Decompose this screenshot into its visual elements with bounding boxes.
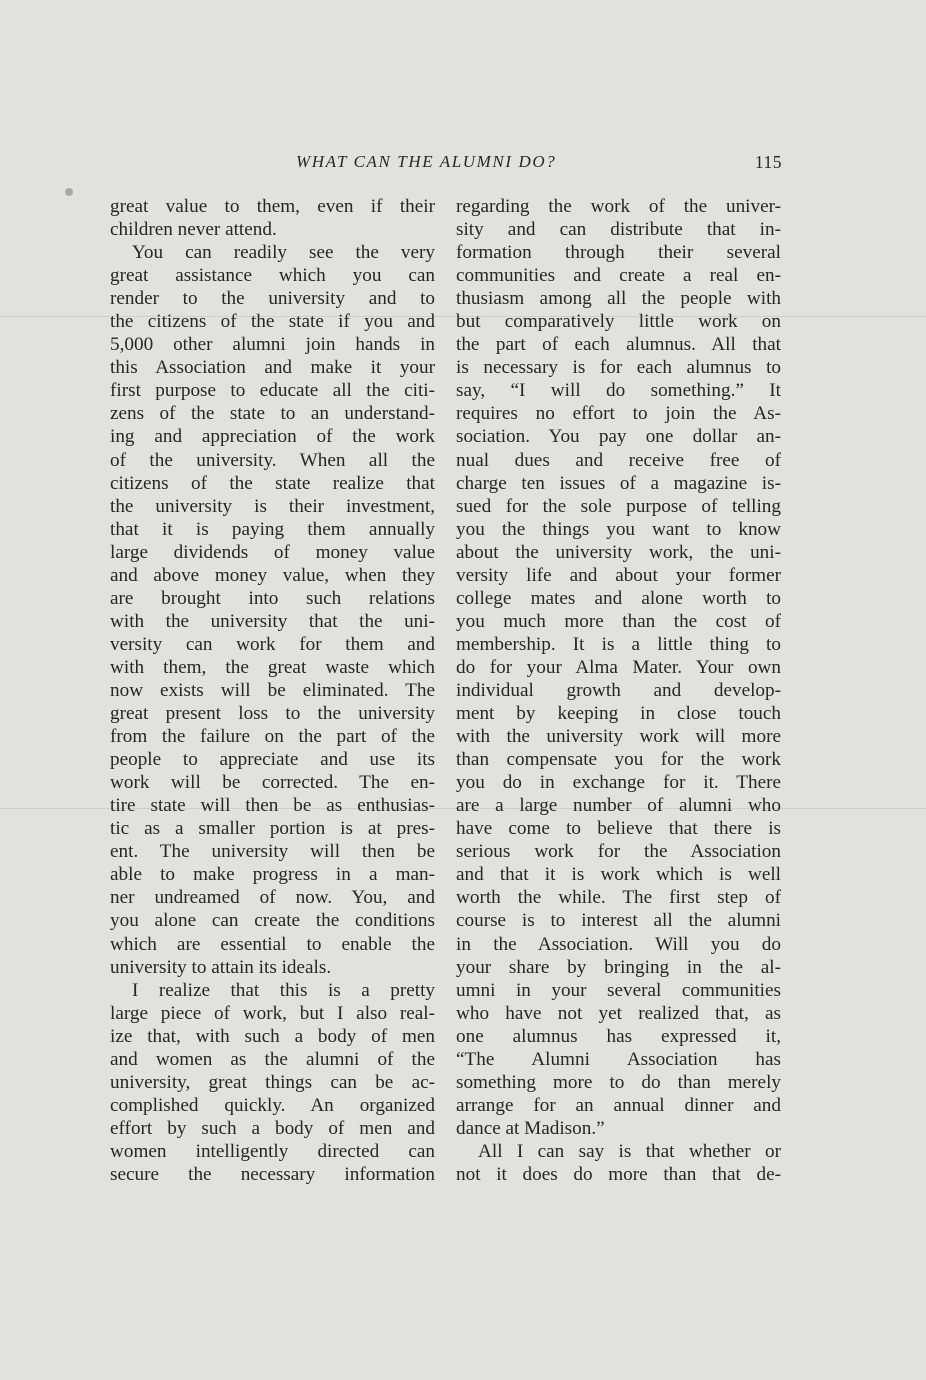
page-number: 115: [754, 152, 782, 172]
text-line: 5,000 other alumni join hands in: [110, 334, 435, 356]
text-line: great present loss to the university: [110, 703, 435, 725]
text-line: ize that, with such a body of men: [110, 1025, 435, 1047]
page-header: [110, 152, 782, 176]
text-line: All I can say is that whether or: [478, 1140, 781, 1162]
text-line: charge ten issues of a magazine is-: [456, 472, 781, 494]
running-title: WHAT CAN THE ALUMNI DO?: [296, 152, 557, 171]
text-line: ment by keeping in close touch: [456, 703, 781, 725]
text-line: render to the university and to: [110, 288, 435, 310]
text-line: people to appreciate and use its: [110, 749, 435, 771]
text-line: great assistance which you can: [110, 265, 435, 287]
text-line: you the things you want to know: [456, 518, 781, 540]
text-line: worth the while. The first step of: [456, 887, 781, 909]
text-line: ner undreamed of now. You, and: [110, 887, 435, 909]
text-line: serious work for the Association: [456, 841, 781, 863]
text-line: you much more than the cost of: [456, 610, 781, 632]
text-line: large piece of work, but I also real-: [110, 1002, 435, 1024]
text-line: thusiasm among all the people with: [456, 288, 781, 310]
text-line: one alumnus has expressed it,: [456, 1025, 781, 1047]
text-line: ing and appreciation of the work: [110, 426, 435, 448]
text-column-left: [110, 195, 435, 1186]
text-line: secure the necessary information: [110, 1163, 435, 1185]
text-line: but comparatively little work on: [456, 311, 781, 333]
text-line: formation through their several: [456, 242, 781, 264]
text-line: complished quickly. An organized: [110, 1094, 435, 1116]
text-line: arrange for an annual dinner and: [456, 1094, 781, 1116]
text-line: regarding the work of the univer-: [456, 196, 781, 217]
text-line: are a large number of alumni who: [456, 795, 781, 817]
text-line: zens of the state to an understand-: [110, 403, 435, 425]
text-line: individual growth and develop-: [456, 679, 781, 701]
text-line: and that it is work which is well: [456, 864, 781, 886]
text-line: membership. It is a little thing to: [456, 633, 781, 655]
text-line: sociation. You pay one dollar an-: [456, 426, 781, 448]
text-line: the university is their investment,: [110, 495, 435, 517]
text-line: course is to interest all the alumni: [456, 910, 781, 932]
text-line: You can readily see the very: [132, 242, 435, 264]
text-line: and women as the alumni of the: [110, 1048, 435, 1070]
text-line: large dividends of money value: [110, 541, 435, 563]
text-line: tire state will then be as enthusias-: [110, 795, 435, 817]
text-line: that it is paying them annually: [110, 518, 435, 540]
text-line: about the university work, the uni-: [456, 541, 781, 563]
text-line: not it does do more than that de-: [456, 1163, 781, 1185]
text-line: I realize that this is a pretty: [132, 979, 435, 1001]
text-line: your share by bringing in the al-: [456, 956, 781, 978]
text-line: in the Association. Will you do: [456, 933, 781, 955]
text-line: which are essential to enable the: [110, 933, 435, 955]
text-line: have come to believe that there is: [456, 818, 781, 840]
text-line: with the university work will more: [456, 726, 781, 748]
text-line: first purpose to educate all the citi-: [110, 380, 435, 402]
text-column-right: [456, 195, 781, 1186]
text-line: sity and can distribute that in-: [456, 219, 781, 241]
text-line: than compensate you for the work: [456, 749, 781, 771]
text-line: you alone can create the conditions: [110, 910, 435, 932]
text-line: effort by such a body of men and: [110, 1117, 435, 1139]
text-line: who have not yet realized that, as: [456, 1002, 781, 1024]
text-line: women intelligently directed can: [110, 1140, 435, 1162]
text-line: work will be corrected. The en-: [110, 772, 435, 794]
text-line: now exists will be eliminated. The: [110, 679, 435, 701]
text-line: able to make progress in a man-: [110, 864, 435, 886]
text-line: is necessary is for each alumnus to: [456, 357, 781, 379]
text-line: the citizens of the state if you and: [110, 311, 435, 333]
text-line: citizens of the state realize that: [110, 472, 435, 494]
text-line: versity life and about your former: [456, 564, 781, 586]
text-line: sued for the sole purpose of telling: [456, 495, 781, 517]
text-line: you do in exchange for it. There: [456, 772, 781, 794]
text-line: something more to do than merely: [456, 1071, 781, 1093]
text-line: say, “I will do something.” It: [456, 380, 781, 402]
text-line: with the university that the uni-: [110, 610, 435, 632]
text-line: university, great things can be ac-: [110, 1071, 435, 1093]
text-line: requires no effort to join the As-: [456, 403, 781, 425]
text-line: versity can work for them and: [110, 633, 435, 655]
text-line: and above money value, when they: [110, 564, 435, 586]
text-line: this Association and make it your: [110, 357, 435, 379]
text-line: do for your Alma Mater. Your own: [456, 656, 781, 678]
text-line: of the university. When all the: [110, 449, 435, 471]
text-line: ent. The university will then be: [110, 841, 435, 863]
text-line: are brought into such relations: [110, 587, 435, 609]
text-line: dance at Madison.”: [456, 1117, 605, 1139]
text-line: children never attend.: [110, 219, 277, 241]
text-line: with them, the great waste which: [110, 656, 435, 678]
text-line: umni in your several communities: [456, 979, 781, 1001]
text-line: college mates and alone worth to: [456, 587, 781, 609]
text-line: university to attain its ideals.: [110, 956, 332, 978]
paper-speck: [65, 188, 73, 196]
text-line: tic as a smaller portion is at pres-: [110, 818, 435, 840]
text-line: “The Alumni Association has: [456, 1048, 781, 1070]
text-line: nual dues and receive free of: [456, 449, 781, 471]
text-line: the part of each alumnus. All that: [456, 334, 781, 356]
text-line: great value to them, even if their: [110, 196, 435, 217]
text-line: communities and create a real en-: [456, 265, 781, 287]
text-line: from the failure on the part of the: [110, 726, 435, 748]
